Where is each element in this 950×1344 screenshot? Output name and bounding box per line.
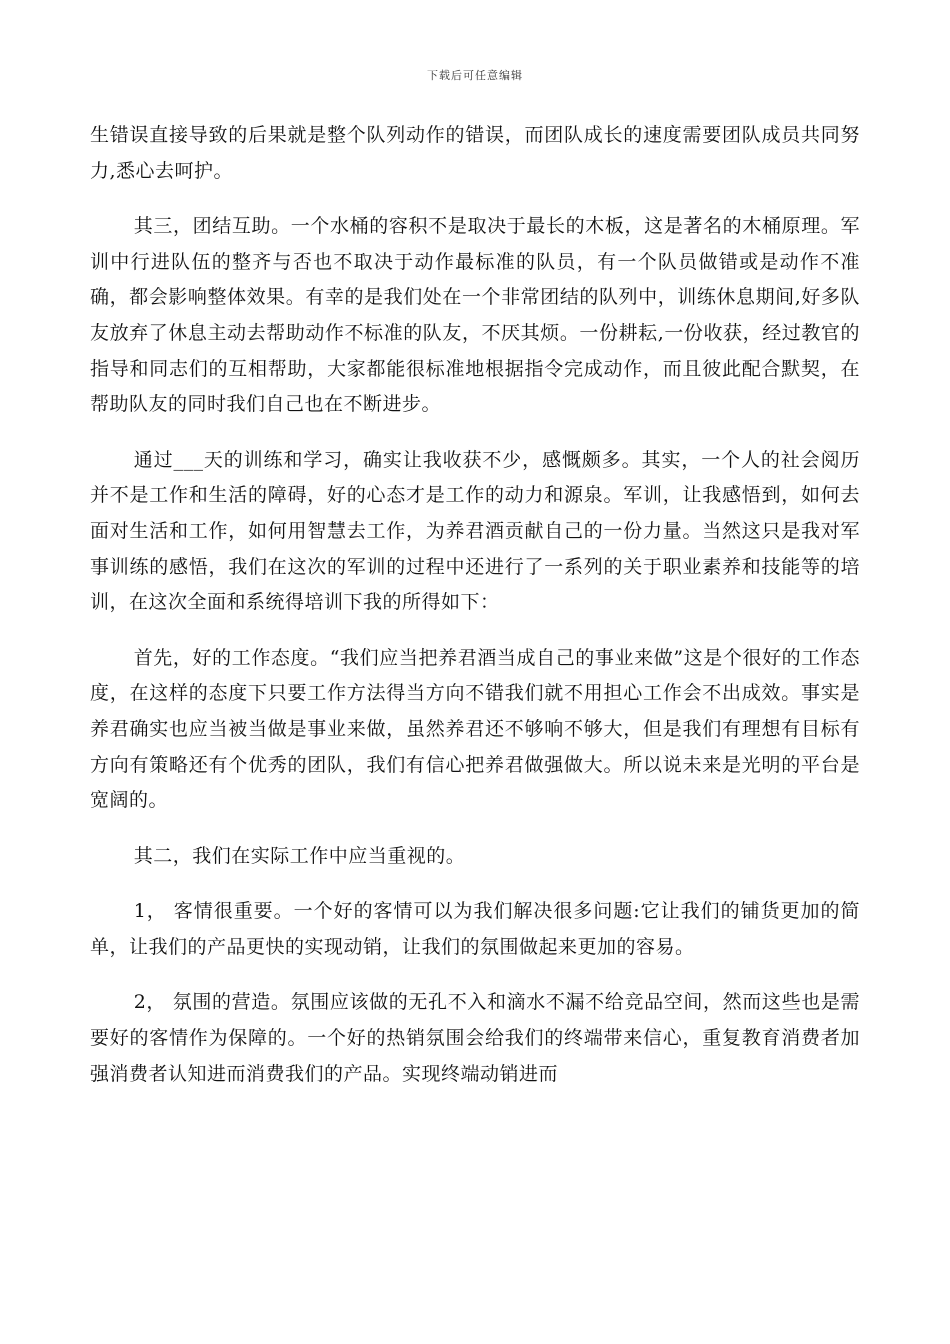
paragraph-6: 1， 客情很重要。一个好的客情可以为我们解决很多问题:它让我们的铺货更加的简单，让我们的产品更快的实现动销，让我们的氛围做起来更加的容易。	[90, 900, 860, 958]
paragraph-5: 其二，我们在实际工作中应当重视的。	[133, 844, 466, 867]
paragraph-3: 通过___天的训练和学习，确实让我收获不少，感慨颇多。其实，一个人的社会阅历并不是工作和生活的障碍，好的心态才是工作的动力和源泉。军训，让我感悟到，如何去面对生活和工作，如何用智慧去工作，为养君酒贡献自己的一份力量。当然这只是我对军事训练的感悟，我们在这次的军训的过程中还进行了一系列的关于职业素养和技能等的培训，在这次全面和系统得培训下我的所得如下：	[90, 448, 860, 614]
paragraph-4: 首先，好的工作态度。“我们应当把养君酒当成自己的事业来做”这是个很好的工作态度，在这样的态度下只要工作方法得当方向不错我们就不用担心工作会不出成效。事实是养君确实也应当被当做是事业来做，虽然养君还不够响不够大，但是我们有理想有目标有方向有策略还有个优秀的团队，我们有信心把养君做强做大。所以说未来是光明的平台是宽阔的。	[90, 646, 860, 812]
paragraph-7: 2， 氛围的营造。氛围应该做的无孔不入和滴水不漏不给竞品空间，然而这些也是需要好的客情作为保障的。一个好的热销氛围会给我们的终端带来信心，重复教育消费者加强消费者认知进而消费我们的产品。实现终端动销进而	[90, 991, 860, 1085]
page-header-note: 下载后可任意编辑	[427, 69, 523, 82]
paragraph-2: 其三，团结互助。一个水桶的容积不是取决于最长的木板，这是著名的木桶原理。军训中行进队伍的整齐与否也不取决于动作最标准的队员，有一个队员做错或是动作不准确，都会影响整体效果。有幸的是我们处在一个非常团结的队列中，训练休息期间,好多队友放弃了休息主动去帮助动作不标准的队友，不厌其烦。一份耕耘,一份收获，经过教官的指导和同志们的互相帮助，大家都能很标准地根据指令完成动作，而且彼此配合默契，在帮助队友的同时我们自己也在不断进步。	[90, 215, 860, 416]
paragraph-1: 生错误直接导致的后果就是整个队列动作的错误，而团队成长的速度需要团队成员共同努力,悉心去呵护。	[90, 124, 860, 182]
document-body	[90, 118, 860, 1112]
